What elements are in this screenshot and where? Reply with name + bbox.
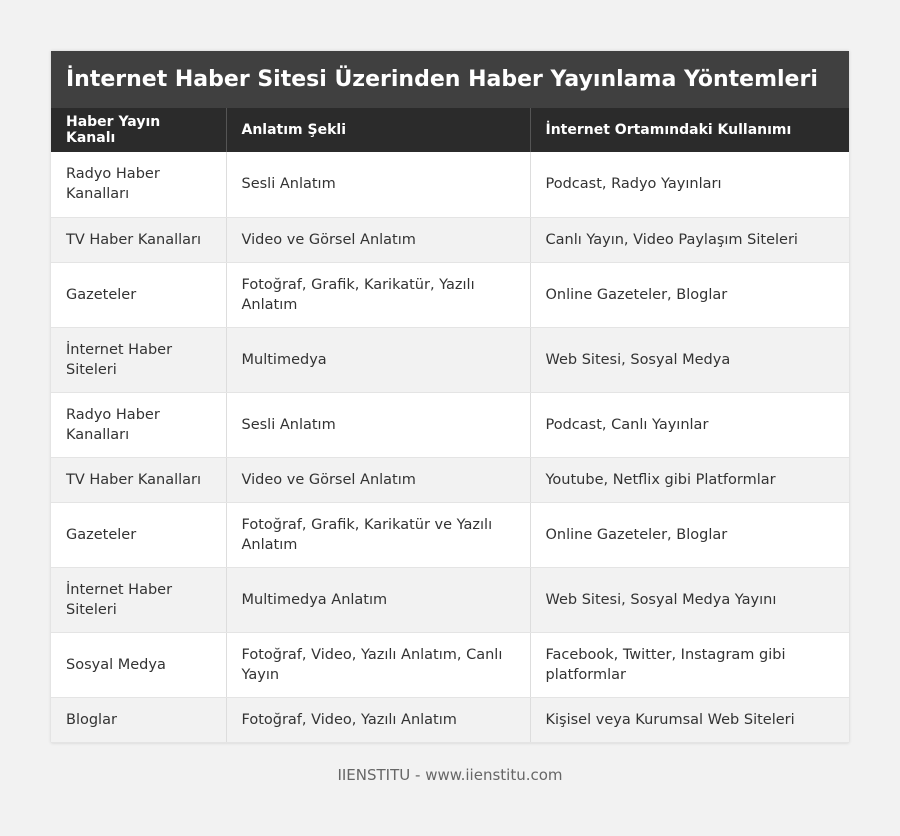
cell-style: Fotoğraf, Grafik, Karikatür ve Yazılı Anlatım	[226, 502, 530, 567]
cell-usage: Web Sitesi, Sosyal Medya Yayını	[530, 567, 849, 632]
table-row	[51, 457, 849, 502]
cell-channel: Gazeteler	[51, 502, 226, 567]
cell-channel: İnternet Haber Siteleri	[51, 567, 226, 632]
cell-channel: TV Haber Kanalları	[51, 457, 226, 502]
table-row	[51, 152, 849, 217]
table-row	[51, 327, 849, 392]
cell-channel: İnternet Haber Siteleri	[51, 327, 226, 392]
table-row	[51, 632, 849, 697]
cell-style: Sesli Anlatım	[226, 152, 530, 217]
cell-usage: Kişisel veya Kurumsal Web Siteleri	[530, 697, 849, 742]
cell-channel: Radyo Haber Kanalları	[51, 392, 226, 457]
footer-credit: IIENSTITU - www.iienstitu.com	[337, 766, 563, 784]
cell-channel: Radyo Haber Kanalları	[51, 152, 226, 217]
cell-usage: Canlı Yayın, Video Paylaşım Siteleri	[530, 217, 849, 262]
cell-usage: Online Gazeteler, Bloglar	[530, 262, 849, 327]
table-row	[51, 262, 849, 327]
cell-channel: TV Haber Kanalları	[51, 217, 226, 262]
cell-usage: Youtube, Netflix gibi Platformlar	[530, 457, 849, 502]
table-header-row	[51, 108, 849, 152]
table-row	[51, 502, 849, 567]
cell-usage: Podcast, Canlı Yayınlar	[530, 392, 849, 457]
cell-usage: Online Gazeteler, Bloglar	[530, 502, 849, 567]
column-header-channel: Haber Yayın Kanalı	[51, 108, 226, 152]
table-card	[51, 51, 849, 743]
cell-style: Multimedya	[226, 327, 530, 392]
cell-channel: Sosyal Medya	[51, 632, 226, 697]
cell-channel: Bloglar	[51, 697, 226, 742]
cell-style: Sesli Anlatım	[226, 392, 530, 457]
column-header-usage: İnternet Ortamındaki Kullanımı	[545, 122, 792, 138]
table-row	[51, 697, 849, 742]
cell-channel: Gazeteler	[51, 262, 226, 327]
cell-usage: Web Sitesi, Sosyal Medya	[530, 327, 849, 392]
cell-usage: Podcast, Radyo Yayınları	[530, 152, 849, 217]
cell-style: Fotoğraf, Video, Yazılı Anlatım	[226, 697, 530, 742]
cell-usage: Facebook, Twitter, Instagram gibi platformlar	[530, 632, 849, 697]
table-title: İnternet Haber Sitesi Üzerinden Haber Yayınlama Yöntemleri	[51, 51, 849, 108]
cell-style: Multimedya Anlatım	[226, 567, 530, 632]
cell-style: Video ve Görsel Anlatım	[226, 457, 530, 502]
table-row	[51, 392, 849, 457]
news-methods-table	[51, 108, 849, 743]
cell-style: Video ve Görsel Anlatım	[226, 217, 530, 262]
column-header-style: Anlatım Şekli	[226, 108, 530, 152]
cell-style: Fotoğraf, Grafik, Karikatür, Yazılı Anlatım	[226, 262, 530, 327]
cell-style: Fotoğraf, Video, Yazılı Anlatım, Canlı Yayın	[226, 632, 530, 697]
table-row	[51, 217, 849, 262]
table-row	[51, 567, 849, 632]
